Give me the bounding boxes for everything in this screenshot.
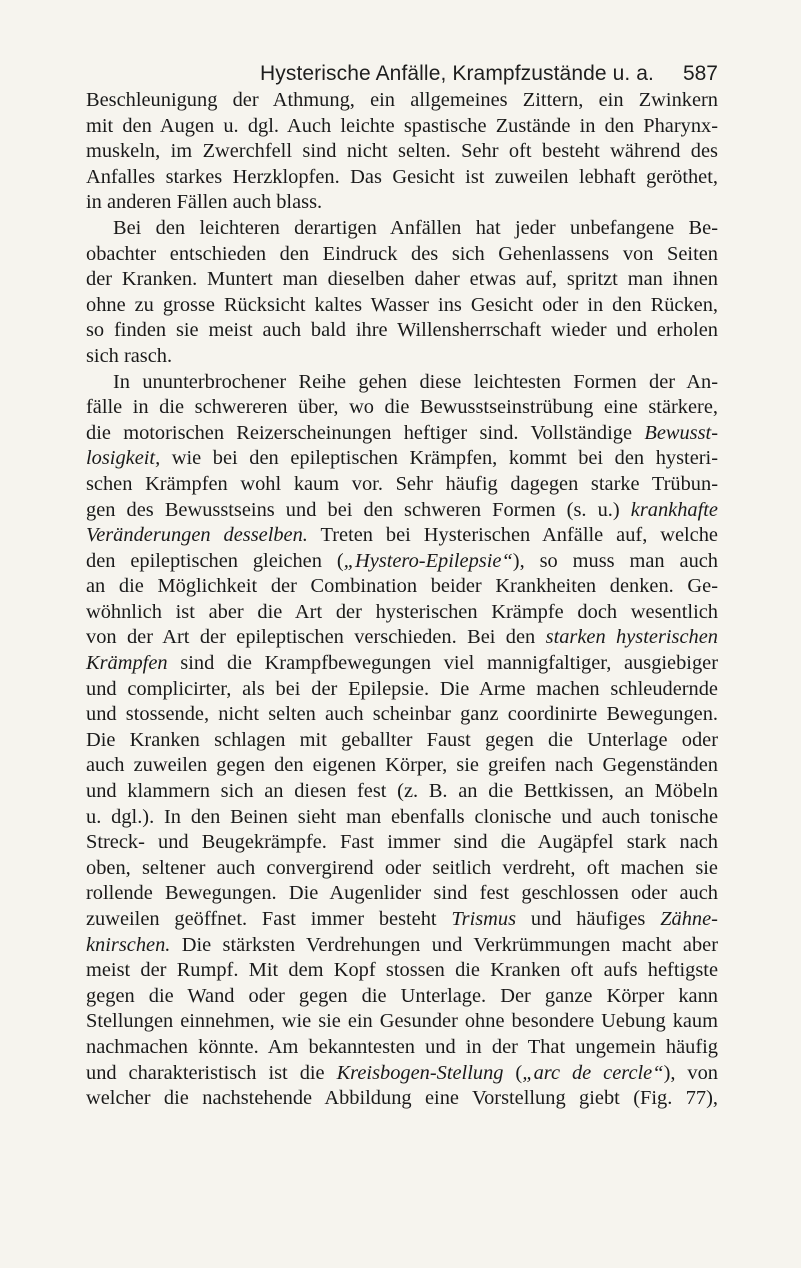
italic-term: losigkeit, — [86, 447, 161, 470]
text-segment: und häufiges — [516, 908, 661, 930]
italic-term: Krämpfen — [86, 652, 168, 675]
text-line: nachmachen könnte. Am bekanntesten und in der That ungemein häufig — [86, 1035, 718, 1058]
text-line: der Kranken. Muntert man dieselben daher etwas auf, spritzt man ihnen — [86, 268, 718, 291]
text-line: mit den Augen u. dgl. Auch leichte spastische Zustände in den Pharynx- — [86, 114, 718, 137]
text-line — [86, 421, 718, 447]
italic-term: Bewusst- — [644, 421, 718, 444]
text-segment: ), von — [663, 1061, 718, 1084]
text-line: an die Möglichkeit der Combination beider Krankheiten denken. Ge- — [86, 575, 718, 598]
text-line: gegen die Wand oder gegen die Unterlage. Der ganze Körper kann — [86, 984, 718, 1007]
text-line: auch zuweilen gegen den eigenen Körper, sie greifen nach Gegenständen — [86, 754, 718, 777]
text-segment: gen des Bewusstseins und bei den schweren Formen (s. u.) — [86, 498, 620, 521]
italic-term: Kreisbogen-Stellung — [336, 1061, 504, 1084]
text-segment: Die stärksten Verdrehungen und Verkrümmungen macht aber — [170, 933, 718, 956]
italic-term: „arc de cercle“ — [522, 1061, 664, 1084]
text-line: und complicirter, als bei der Epilepsie. Die Arme machen schleudernde — [86, 677, 718, 700]
text-line: Die Kranken schlagen mit geballter Faust gegen die Unterlage oder — [86, 728, 718, 751]
text-line: In ununterbrochener Reihe gehen diese leichtesten Formen der An- — [113, 370, 718, 393]
text-segment: ( — [503, 1061, 523, 1084]
text-line: obachter entschieden den Eindruck des sich Gehenlassens von Seiten — [86, 242, 718, 265]
text-line: Streck- und Beugekrämpfe. Fast immer sind die Augäpfel stark nach — [86, 831, 718, 854]
text-line: und stossende, nicht selten auch scheinbar ganz coordinirte Bewegungen. — [86, 703, 718, 726]
page-number: 587 — [682, 62, 718, 85]
text-line: ohne zu grosse Rücksicht kaltes Wasser ins Gesicht oder in den Rücken, — [86, 293, 718, 316]
text-line — [86, 549, 718, 575]
text-line — [86, 523, 718, 549]
text-line: Bei den leichteren derartigen Anfällen hat jeder unbefangene Be- — [113, 216, 718, 239]
text-line: meist der Rumpf. Mit dem Kopf stossen die Kranken oft aufs heftigste — [86, 959, 718, 982]
text-line: welcher die nachstehende Abbildung eine Vorstellung giebt (Fig. 77), — [86, 1087, 718, 1110]
running-title: Hysterische Anfälle, Krampfzustände u. a. — [260, 62, 654, 85]
text-segment: ), so muss man auch — [512, 549, 719, 572]
text-line: und klammern sich an diesen fest (z. B. an die Bettkissen, an Möbeln — [86, 780, 718, 803]
text-line — [86, 1061, 718, 1087]
text-line — [86, 446, 718, 472]
text-segment: die motorischen Reizerscheinungen heftiger sind. Vollständige — [86, 421, 633, 444]
text-segment: und charakteristisch ist die — [86, 1061, 325, 1084]
text-line: Anfalles starkes Herzklopfen. Das Gesicht ist zuweilen lebhaft geröthet, — [86, 165, 718, 188]
text-line: sich rasch. — [86, 344, 173, 367]
text-line: wöhnlich ist aber die Art der hysterischen Krämpfe doch wesentlich — [86, 600, 718, 623]
italic-term: knirschen. — [86, 933, 171, 956]
italic-term: krankhafte — [630, 498, 718, 521]
italic-term: Trismus — [451, 908, 517, 930]
text-segment: sind die Krampfbewegungen viel mannigfaltiger, ausgiebiger — [167, 652, 718, 675]
text-segment: den epileptischen gleichen ( — [86, 549, 344, 572]
text-line: schen Krämpfen wohl kaum vor. Sehr häufig dagegen starke Trübun- — [86, 472, 718, 495]
text-line — [86, 933, 718, 959]
text-line — [86, 907, 718, 933]
text-segment: wie bei den epileptischen Krämpfen, kommt bei den hysteri- — [160, 447, 718, 470]
italic-term: Zähne- — [660, 908, 718, 930]
text-line: in anderen Fällen auch blass. — [86, 191, 323, 214]
text-line: fälle in die schwereren über, wo die Bewusstseinstrübung eine stärkere, — [86, 396, 718, 419]
text-line: muskeln, im Zwerchfell sind nicht selten. Sehr oft besteht während des — [86, 140, 718, 163]
text-line — [86, 498, 718, 524]
running-header — [86, 58, 718, 88]
text-line: so finden sie meist auch bald ihre Willensherrschaft wieder und erholen — [86, 319, 718, 342]
text-line — [86, 625, 718, 651]
text-line: rollende Bewegungen. Die Augenlider sind fest geschlossen oder auch — [86, 882, 718, 905]
italic-term: starken hysterischen — [545, 626, 718, 649]
text-segment: Treten bei Hysterischen Anfälle auf, welche — [307, 524, 718, 547]
text-segment: von der Art der epileptischen verschieden. Bei den — [86, 626, 536, 649]
body-text — [86, 88, 718, 1112]
text-line: oben, seltener auch convergirend oder seitlich verdreht, oft machen sie — [86, 856, 718, 879]
italic-term: Veränderungen desselben. — [86, 524, 308, 547]
text-line — [86, 651, 718, 677]
text-segment: zuweilen geöffnet. Fast immer besteht — [86, 908, 437, 930]
italic-term: „Hystero-Epilepsie“ — [343, 549, 513, 572]
text-line: Beschleunigung der Athmung, ein allgemeines Zittern, ein Zwinkern — [86, 89, 718, 111]
text-line: u. dgl.). In den Beinen sieht man ebenfalls clonische und auch tonische — [86, 805, 718, 828]
text-line: Stellungen einnehmen, wie sie ein Gesunder ohne besondere Uebung kaum — [86, 1010, 718, 1033]
